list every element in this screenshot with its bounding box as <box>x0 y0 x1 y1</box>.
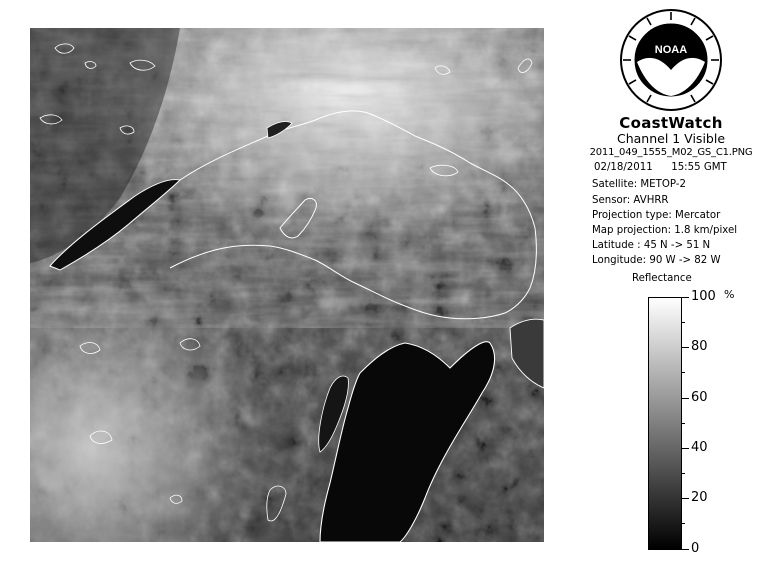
tick-minor <box>681 523 685 524</box>
satellite-image-canvas <box>30 28 544 542</box>
file-name: 2011_049_1555_M02_GS_C1.PNG <box>589 147 753 158</box>
date-value: 02/18/2011 <box>594 162 653 173</box>
brand-title: CoastWatch <box>619 114 723 132</box>
satellite-image <box>30 28 544 542</box>
projection-type-line: Projection type: Mercator <box>592 210 721 221</box>
noaa-logo <box>619 8 723 112</box>
legend-label-0: 0 <box>691 541 700 556</box>
tick-minor <box>681 322 685 323</box>
reflectance-color-bar <box>648 297 682 550</box>
info-panel <box>560 0 782 572</box>
tick-minor <box>681 372 685 373</box>
tick-minor <box>681 423 685 424</box>
tick-major <box>681 347 689 348</box>
satellite-line: Satellite: METOP-2 <box>592 179 686 190</box>
legend-label-40: 40 <box>691 440 708 455</box>
tick-major <box>681 297 689 298</box>
longitude-line: Longitude: 90 W -> 82 W <box>592 255 721 266</box>
tick-major <box>681 398 689 399</box>
noaa-logo-text: NOAA <box>654 44 688 56</box>
legend-label-60: 60 <box>691 390 708 405</box>
latitude-line: Latitude : 45 N -> 51 N <box>592 240 711 251</box>
legend-label-100: 100 <box>691 289 716 304</box>
noaa-logo-graphic <box>619 8 723 112</box>
legend-unit: % <box>724 288 735 301</box>
time-value: 15:55 GMT <box>671 162 727 173</box>
legend-label-20: 20 <box>691 490 708 505</box>
legend-label-80: 80 <box>691 339 708 354</box>
sensor-line: Sensor: AVHRR <box>592 195 669 206</box>
tick-major <box>681 448 689 449</box>
tick-minor <box>681 473 685 474</box>
tick-major <box>681 549 689 550</box>
date-time-line <box>594 162 727 173</box>
map-projection-line: Map projection: 1.8 km/pixel <box>592 225 738 236</box>
legend-title: Reflectance <box>632 273 692 284</box>
tick-major <box>681 498 689 499</box>
channel-label: Channel 1 Visible <box>616 131 726 146</box>
